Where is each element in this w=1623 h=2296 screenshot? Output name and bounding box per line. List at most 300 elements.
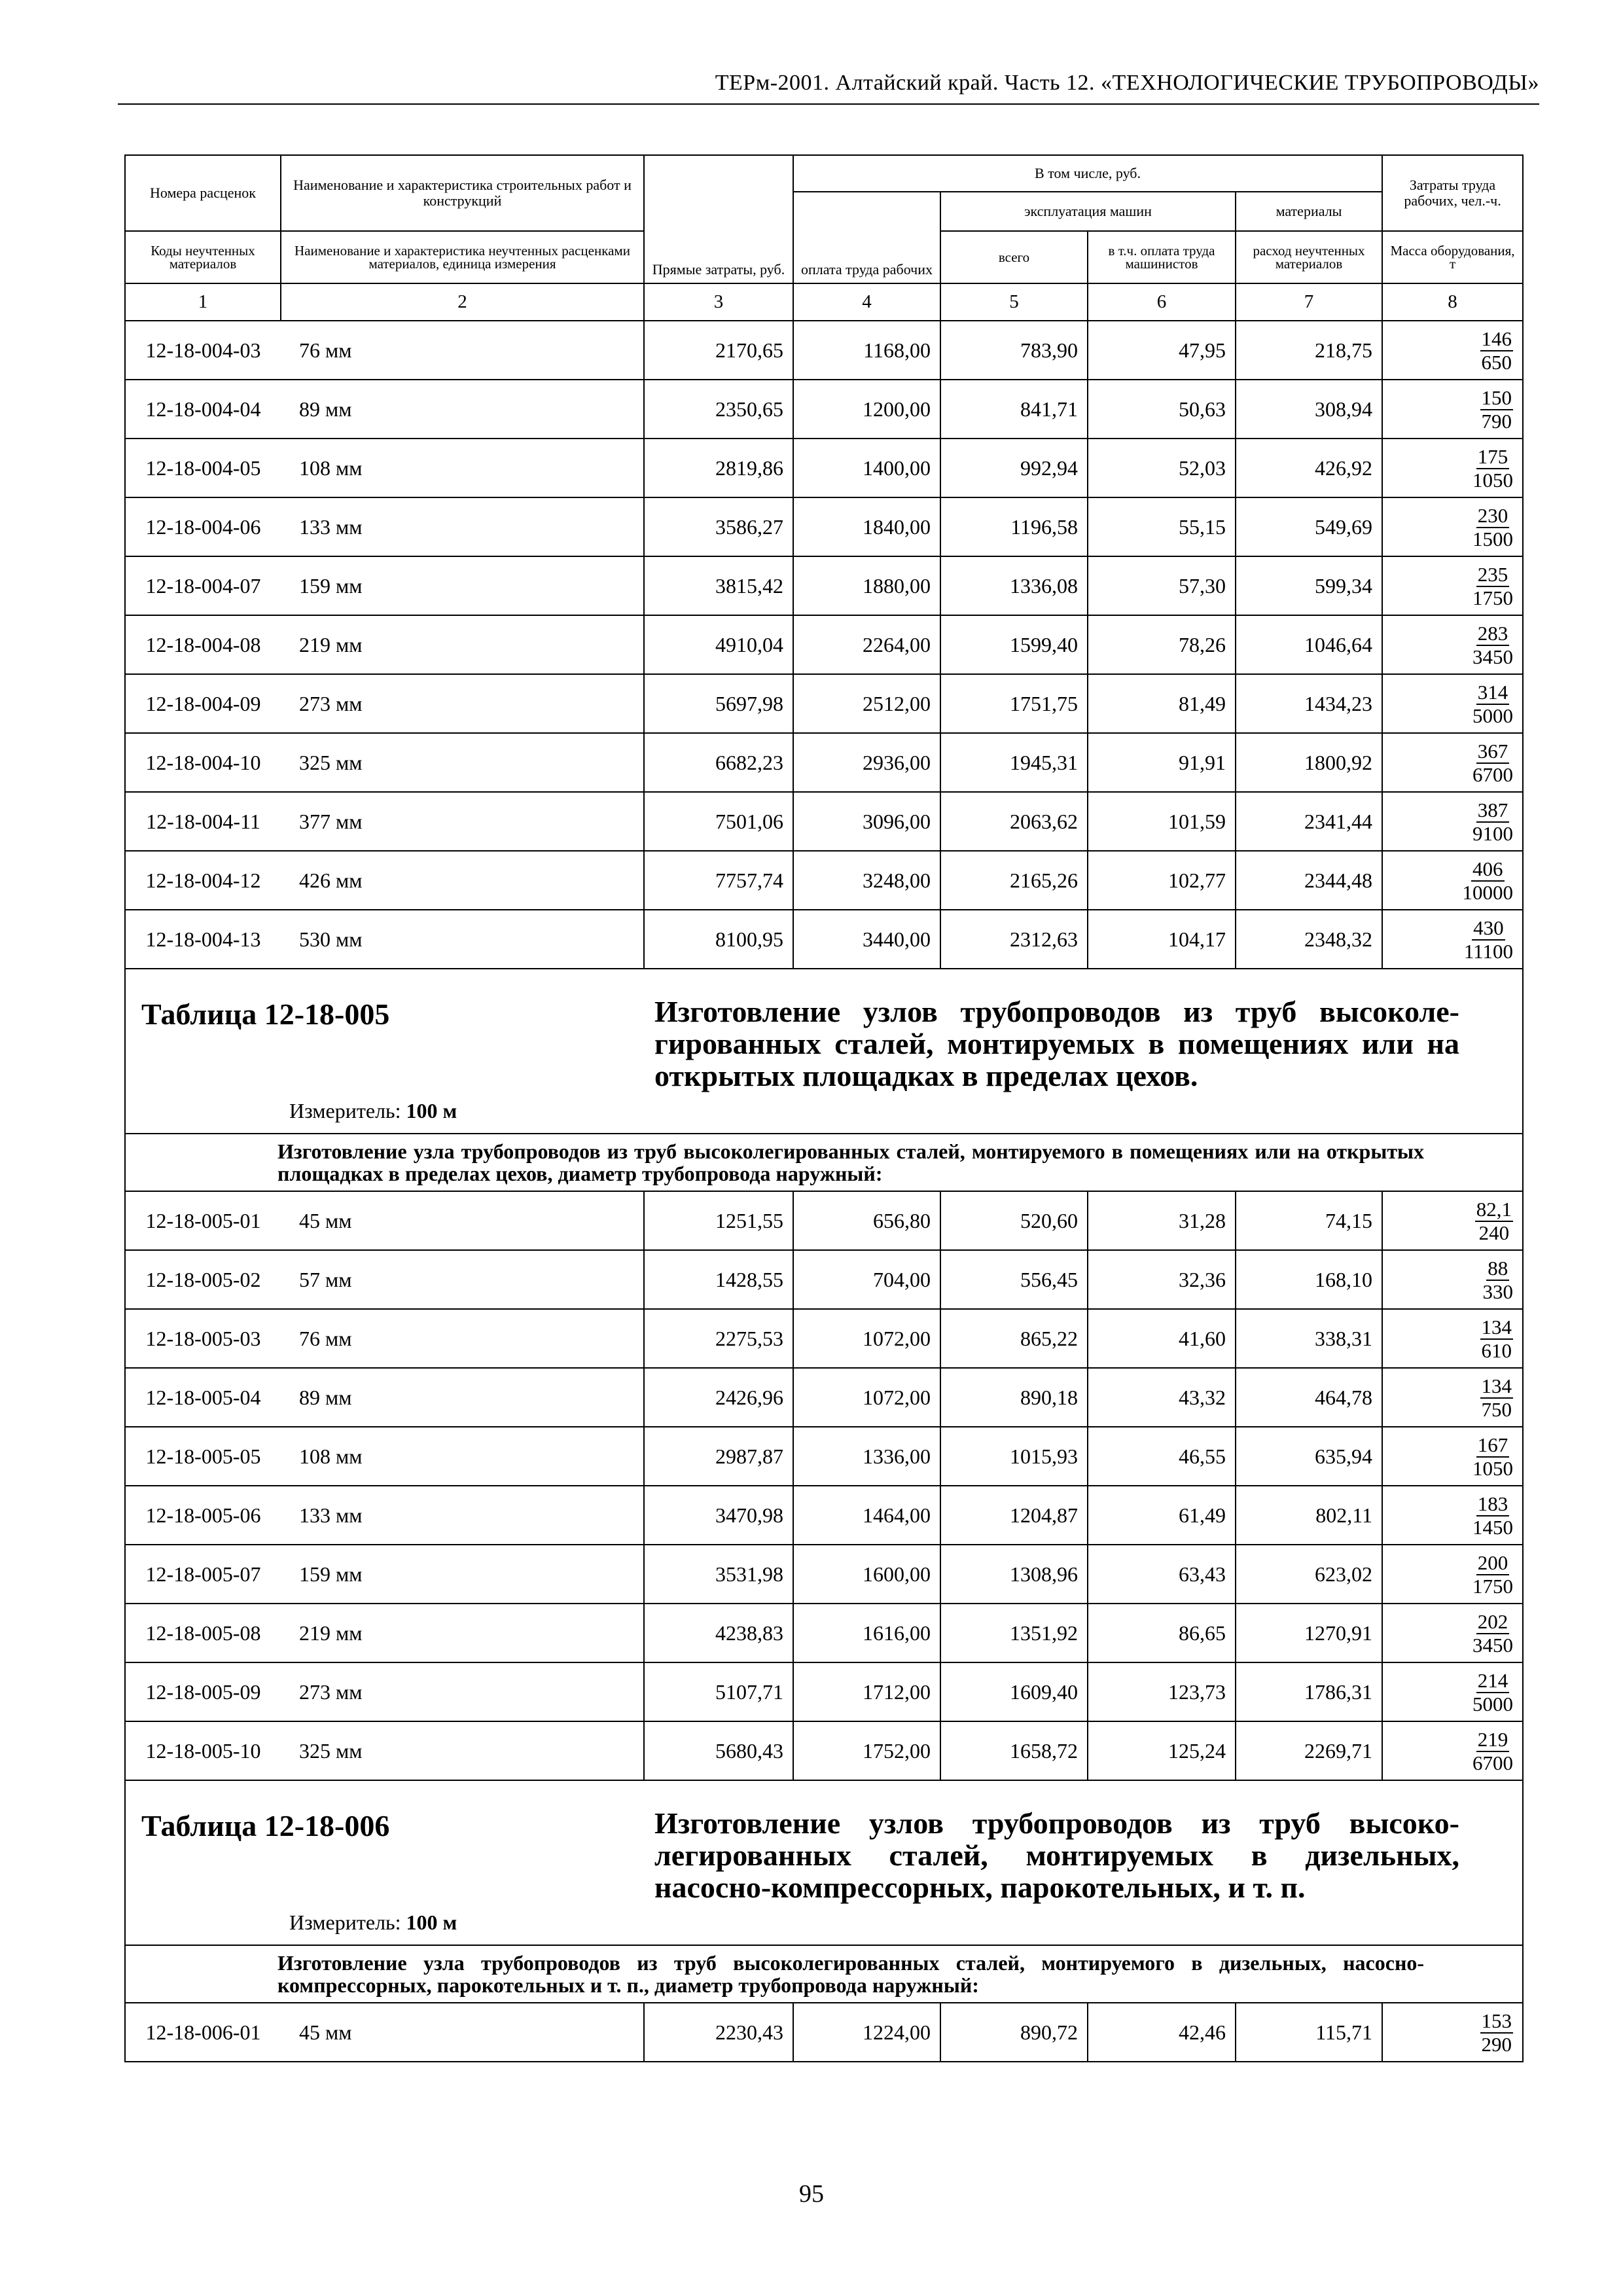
labor-hours-over-mass (1382, 733, 1523, 792)
labor-pay: 3248,00 (793, 851, 940, 910)
labor-pay: 1336,00 (793, 1427, 940, 1486)
equipment-mass: 1450 (1472, 1516, 1514, 1539)
labor-hours: 283 (1477, 622, 1508, 645)
machine-cost: 1945,31 (940, 733, 1088, 792)
labor-hours: 175 (1477, 445, 1508, 468)
labor-hours-over-mass (1382, 1721, 1523, 1780)
machine-cost: 992,94 (940, 439, 1088, 497)
col-materials-bottom: расход неучтенных материалов (1236, 231, 1382, 283)
table-row (125, 1368, 1523, 1427)
labor-hours: 146 (1481, 327, 1512, 350)
labor-pay: 1712,00 (793, 1662, 940, 1721)
col-machines-labor: в т.ч. оплата труда машинистов (1088, 231, 1236, 283)
equipment-mass: 5000 (1472, 704, 1514, 727)
equipment-mass: 9100 (1472, 822, 1514, 845)
col-direct: Прямые затраты, руб. (644, 155, 793, 283)
rate-name: 108 мм (281, 1427, 644, 1486)
table-row (125, 733, 1523, 792)
rate-name: 219 мм (281, 1604, 644, 1662)
operator-pay: 91,91 (1088, 733, 1236, 792)
machine-cost: 520,60 (940, 1191, 1088, 1250)
col-labor-cost-bottom: Масса оборудования, т (1382, 231, 1523, 283)
equipment-mass: 1750 (1472, 1575, 1514, 1598)
table-row (125, 1721, 1523, 1780)
fraction (1472, 1611, 1513, 1657)
labor-pay: 1072,00 (793, 1368, 940, 1427)
materials-cost: 2341,44 (1236, 792, 1382, 851)
machine-cost: 2063,62 (940, 792, 1088, 851)
rate-name: 108 мм (281, 439, 644, 497)
materials-cost: 115,71 (1236, 2003, 1382, 2062)
labor-hours-over-mass (1382, 851, 1523, 910)
table-12-18-005-heading (125, 969, 1523, 1134)
labor-pay: 1224,00 (793, 2003, 940, 2062)
table-row (125, 1427, 1523, 1486)
machine-cost: 1308,96 (940, 1545, 1088, 1604)
table-row (125, 792, 1523, 851)
meter-value: 100 м (406, 1910, 457, 1934)
materials-cost: 1786,31 (1236, 1662, 1382, 1721)
labor-pay: 1616,00 (793, 1604, 940, 1662)
table-row (125, 439, 1523, 497)
labor-pay: 1600,00 (793, 1545, 940, 1604)
labor-pay: 3440,00 (793, 910, 940, 969)
equipment-mass: 330 (1482, 1280, 1514, 1303)
meter (289, 1099, 457, 1123)
table-row (125, 497, 1523, 556)
table-row (125, 1604, 1523, 1662)
equipment-mass: 750 (1481, 1398, 1512, 1421)
direct-cost: 7757,74 (644, 851, 793, 910)
operator-pay: 123,73 (1088, 1662, 1236, 1721)
table-row (125, 615, 1523, 674)
table-row (125, 851, 1523, 910)
section-description: Изготовление узла трубопроводов из труб высоколегированных сталей, монтируемого в дизельных, насосно-компрессорных, парокотельных и т. п., диаметр трубопровода наружный: (125, 1945, 1523, 2003)
direct-cost: 4238,83 (644, 1604, 793, 1662)
column-number: 4 (793, 283, 940, 321)
column-number: 2 (281, 283, 644, 321)
labor-hours-over-mass (1382, 792, 1523, 851)
materials-cost: 464,78 (1236, 1368, 1382, 1427)
rate-name: 76 мм (281, 321, 644, 380)
rate-name: 57 мм (281, 1250, 644, 1309)
table-title: Изготовление узлов трубопроводов из труб высоко-легированных сталей, монтируемых в дизельных, насосно-компрессорных, парокотельных, и т. п. (654, 1806, 1459, 1904)
rate-code: 12-18-004-10 (125, 733, 281, 792)
materials-cost: 426,92 (1236, 439, 1382, 497)
labor-pay: 1072,00 (793, 1309, 940, 1368)
rate-code: 12-18-004-07 (125, 556, 281, 615)
labor-pay: 1400,00 (793, 439, 940, 497)
labor-hours: 202 (1477, 1610, 1508, 1633)
labor-pay: 1168,00 (793, 321, 940, 380)
col-machines: эксплуатация машин (940, 192, 1236, 231)
equipment-mass: 1050 (1472, 1457, 1514, 1480)
direct-cost: 8100,95 (644, 910, 793, 969)
equipment-mass: 1750 (1472, 586, 1514, 609)
labor-hours-over-mass (1382, 497, 1523, 556)
col-labor-cost-top: Затраты труда рабочих, чел.-ч. (1382, 155, 1523, 231)
materials-cost: 308,94 (1236, 380, 1382, 439)
rates-table (124, 154, 1524, 2062)
col-name-top: Наименование и характеристика строительных работ и конструкций (281, 155, 644, 231)
machine-cost: 1336,08 (940, 556, 1088, 615)
labor-hours-over-mass (1382, 1427, 1523, 1486)
materials-cost: 2348,32 (1236, 910, 1382, 969)
rate-name: 273 мм (281, 1662, 644, 1721)
operator-pay: 42,46 (1088, 2003, 1236, 2062)
rate-name: 133 мм (281, 1486, 644, 1545)
labor-pay: 1840,00 (793, 497, 940, 556)
materials-cost: 802,11 (1236, 1486, 1382, 1545)
fraction (1472, 1729, 1513, 1774)
column-number: 5 (940, 283, 1088, 321)
rate-name: 426 мм (281, 851, 644, 910)
direct-cost: 2426,96 (644, 1368, 793, 1427)
machine-cost: 2165,26 (940, 851, 1088, 910)
direct-cost: 2350,65 (644, 380, 793, 439)
meter-label: Измеритель: (289, 1910, 401, 1934)
meter-label: Измеритель: (289, 1099, 401, 1122)
direct-cost: 1251,55 (644, 1191, 793, 1250)
operator-pay: 52,03 (1088, 439, 1236, 497)
rate-code: 12-18-005-01 (125, 1191, 281, 1250)
rate-name: 133 мм (281, 497, 644, 556)
machine-cost: 1204,87 (940, 1486, 1088, 1545)
labor-hours-over-mass (1382, 1486, 1523, 1545)
labor-pay: 704,00 (793, 1250, 940, 1309)
labor-hours-over-mass (1382, 615, 1523, 674)
operator-pay: 32,36 (1088, 1250, 1236, 1309)
direct-cost: 3586,27 (644, 497, 793, 556)
direct-cost: 2987,87 (644, 1427, 793, 1486)
equipment-mass: 11100 (1463, 940, 1514, 963)
machine-cost: 2312,63 (940, 910, 1088, 969)
section-description: Изготовление узла трубопроводов из труб высоколегированных сталей, монтируемого в помещениях или на открытых площадках в пределах цехов, диаметр трубопровода наружный: (125, 1134, 1523, 1191)
rate-name: 159 мм (281, 556, 644, 615)
operator-pay: 78,26 (1088, 615, 1236, 674)
materials-cost: 599,34 (1236, 556, 1382, 615)
labor-hours: 153 (1481, 2009, 1512, 2032)
table-row (125, 910, 1523, 969)
column-number: 7 (1236, 283, 1382, 321)
labor-hours: 150 (1481, 386, 1512, 409)
direct-cost: 2170,65 (644, 321, 793, 380)
equipment-mass: 3450 (1472, 1634, 1514, 1657)
rate-code: 12-18-005-04 (125, 1368, 281, 1427)
table-row (125, 556, 1523, 615)
rate-code: 12-18-004-11 (125, 792, 281, 851)
table-row (125, 1662, 1523, 1721)
fraction (1472, 622, 1513, 668)
labor-pay: 1200,00 (793, 380, 940, 439)
labor-hours-over-mass (1382, 2003, 1523, 2062)
operator-pay: 63,43 (1088, 1545, 1236, 1604)
rate-code: 12-18-005-06 (125, 1486, 281, 1545)
rate-code: 12-18-004-12 (125, 851, 281, 910)
section-row (125, 1945, 1523, 2003)
fraction (1480, 2010, 1514, 2056)
labor-hours-over-mass (1382, 1250, 1523, 1309)
fraction (1472, 1670, 1513, 1715)
rate-code: 12-18-005-05 (125, 1427, 281, 1486)
materials-cost: 338,31 (1236, 1309, 1382, 1368)
direct-cost: 5697,98 (644, 674, 793, 733)
materials-cost: 74,15 (1236, 1191, 1382, 1250)
operator-pay: 50,63 (1088, 380, 1236, 439)
fraction (1480, 328, 1514, 374)
labor-hours: 167 (1477, 1433, 1508, 1456)
rate-code: 12-18-004-13 (125, 910, 281, 969)
labor-hours: 230 (1477, 504, 1508, 527)
header-rule (118, 103, 1539, 105)
column-number: 1 (125, 283, 281, 321)
fraction (1472, 799, 1513, 845)
col-labor: оплата труда рабочих (793, 192, 940, 283)
operator-pay: 102,77 (1088, 851, 1236, 910)
labor-hours-over-mass (1382, 674, 1523, 733)
equipment-mass: 5000 (1472, 1693, 1514, 1715)
fraction (1472, 1434, 1513, 1480)
equipment-mass: 10000 (1462, 881, 1514, 904)
materials-cost: 2344,48 (1236, 851, 1382, 910)
operator-pay: 61,49 (1088, 1486, 1236, 1545)
operator-pay: 43,32 (1088, 1368, 1236, 1427)
labor-hours-over-mass (1382, 910, 1523, 969)
operator-pay: 46,55 (1088, 1427, 1236, 1486)
rate-name: 76 мм (281, 1309, 644, 1368)
materials-cost: 623,02 (1236, 1545, 1382, 1604)
operator-pay: 125,24 (1088, 1721, 1236, 1780)
direct-cost: 7501,06 (644, 792, 793, 851)
machine-cost: 841,71 (940, 380, 1088, 439)
materials-cost: 2269,71 (1236, 1721, 1382, 1780)
machine-cost: 1196,58 (940, 497, 1088, 556)
table-number: Таблица 12-18-006 (141, 1809, 390, 1842)
direct-cost: 3531,98 (644, 1545, 793, 1604)
labor-hours: 430 (1473, 916, 1504, 939)
rate-code: 12-18-005-07 (125, 1545, 281, 1604)
rate-name: 45 мм (281, 1191, 644, 1250)
machine-cost: 865,22 (940, 1309, 1088, 1368)
labor-pay: 1464,00 (793, 1486, 940, 1545)
rate-code: 12-18-004-03 (125, 321, 281, 380)
direct-cost: 2275,53 (644, 1309, 793, 1368)
rate-code: 12-18-006-01 (125, 2003, 281, 2062)
rate-code: 12-18-004-06 (125, 497, 281, 556)
fraction (1472, 681, 1513, 727)
machine-cost: 1609,40 (940, 1662, 1088, 1721)
equipment-mass: 6700 (1472, 1751, 1514, 1774)
table-row (125, 1486, 1523, 1545)
rate-name: 273 мм (281, 674, 644, 733)
fraction (1475, 1198, 1513, 1244)
rate-name: 45 мм (281, 2003, 644, 2062)
rate-code: 12-18-004-08 (125, 615, 281, 674)
materials-cost: 1046,64 (1236, 615, 1382, 674)
labor-hours: 314 (1477, 681, 1508, 704)
col-materials-top: материалы (1236, 192, 1382, 231)
equipment-mass: 650 (1481, 351, 1512, 374)
equipment-mass: 3450 (1472, 645, 1514, 668)
labor-hours-over-mass (1382, 321, 1523, 380)
labor-hours-over-mass (1382, 1545, 1523, 1604)
labor-hours: 200 (1477, 1551, 1508, 1574)
operator-pay: 31,28 (1088, 1191, 1236, 1250)
rate-code: 12-18-004-05 (125, 439, 281, 497)
operator-pay: 41,60 (1088, 1309, 1236, 1368)
direct-cost: 2230,43 (644, 2003, 793, 2062)
direct-cost: 5107,71 (644, 1662, 793, 1721)
operator-pay: 47,95 (1088, 321, 1236, 380)
materials-cost: 1270,91 (1236, 1604, 1382, 1662)
direct-cost: 1428,55 (644, 1250, 793, 1309)
direct-cost: 5680,43 (644, 1721, 793, 1780)
machine-cost: 1351,92 (940, 1604, 1088, 1662)
labor-hours: 183 (1477, 1492, 1508, 1515)
labor-hours: 406 (1472, 857, 1503, 880)
table-title: Изготовление узлов трубопроводов из труб высоколе-гированных сталей, монтируемых в помещениях или на открытых площадках в пределах цехов. (654, 995, 1459, 1092)
labor-hours-over-mass (1382, 556, 1523, 615)
rate-name: 530 мм (281, 910, 644, 969)
rate-code: 12-18-005-09 (125, 1662, 281, 1721)
labor-hours: 134 (1481, 1374, 1512, 1397)
table-row (125, 1250, 1523, 1309)
labor-hours-over-mass (1382, 380, 1523, 439)
fraction (1480, 1375, 1514, 1421)
labor-pay: 3096,00 (793, 792, 940, 851)
materials-cost: 168,10 (1236, 1250, 1382, 1309)
labor-pay: 1752,00 (793, 1721, 940, 1780)
column-numbers-row (125, 283, 1523, 321)
table-row (125, 2003, 1523, 2062)
col-incl: В том числе, руб. (793, 155, 1382, 192)
direct-cost: 2819,86 (644, 439, 793, 497)
rate-name: 89 мм (281, 1368, 644, 1427)
machine-cost: 1599,40 (940, 615, 1088, 674)
machine-cost: 1751,75 (940, 674, 1088, 733)
rate-name: 219 мм (281, 615, 644, 674)
operator-pay: 104,17 (1088, 910, 1236, 969)
equipment-mass: 6700 (1472, 763, 1514, 786)
col-machines-total: всего (940, 231, 1088, 283)
equipment-mass: 790 (1481, 410, 1512, 433)
table-row (125, 1191, 1523, 1250)
materials-cost: 1434,23 (1236, 674, 1382, 733)
equipment-mass: 610 (1481, 1339, 1512, 1362)
table-number: Таблица 12-18-005 (141, 997, 390, 1031)
labor-hours: 367 (1477, 740, 1508, 762)
rate-code: 12-18-005-03 (125, 1309, 281, 1368)
page-number: 95 (799, 2180, 824, 2208)
rate-name: 89 мм (281, 380, 644, 439)
meter-value: 100 м (406, 1099, 457, 1122)
operator-pay: 81,49 (1088, 674, 1236, 733)
labor-hours-over-mass (1382, 1662, 1523, 1721)
labor-pay: 2264,00 (793, 615, 940, 674)
labor-hours-over-mass (1382, 1604, 1523, 1662)
col-name-bottom: Наименование и характеристика неучтенных расценками материалов, единица измерения (281, 231, 644, 283)
labor-hours: 219 (1477, 1728, 1508, 1751)
col-code-bottom: Коды неучтенных материалов (125, 231, 281, 283)
table-12-18-006-heading (125, 1780, 1523, 1945)
fraction (1472, 564, 1513, 609)
materials-cost: 549,69 (1236, 497, 1382, 556)
operator-pay: 57,30 (1088, 556, 1236, 615)
materials-cost: 218,75 (1236, 321, 1382, 380)
equipment-mass: 1050 (1472, 469, 1514, 492)
running-header: ТЕРм-2001. Алтайский край. Часть 12. «ТЕХНОЛОГИЧЕСКИЕ ТРУБОПРОВОДЫ» (715, 71, 1539, 95)
rate-name: 325 мм (281, 1721, 644, 1780)
labor-pay: 2512,00 (793, 674, 940, 733)
rate-name: 377 мм (281, 792, 644, 851)
labor-hours: 88 (1488, 1257, 1508, 1280)
labor-hours: 214 (1477, 1669, 1508, 1692)
rate-code: 12-18-005-10 (125, 1721, 281, 1780)
labor-hours: 134 (1481, 1316, 1512, 1338)
direct-cost: 3470,98 (644, 1486, 793, 1545)
section-row (125, 1134, 1523, 1191)
fraction (1480, 1316, 1514, 1362)
equipment-mass: 290 (1481, 2033, 1512, 2056)
fraction (1463, 858, 1514, 904)
labor-hours-over-mass (1382, 1191, 1523, 1250)
machine-cost: 890,18 (940, 1368, 1088, 1427)
fraction (1472, 740, 1513, 786)
column-number: 8 (1382, 283, 1523, 321)
equipment-mass: 1500 (1472, 528, 1514, 550)
col-code-top: Номера расценок (125, 155, 281, 231)
machine-cost: 556,45 (940, 1250, 1088, 1309)
direct-cost: 3815,42 (644, 556, 793, 615)
equipment-mass: 240 (1478, 1221, 1510, 1244)
table-row (125, 380, 1523, 439)
table-row (125, 321, 1523, 380)
rate-code: 12-18-004-04 (125, 380, 281, 439)
operator-pay: 101,59 (1088, 792, 1236, 851)
rate-code: 12-18-005-02 (125, 1250, 281, 1309)
materials-cost: 635,94 (1236, 1427, 1382, 1486)
column-number: 6 (1088, 283, 1236, 321)
labor-hours: 387 (1477, 798, 1508, 821)
rate-name: 325 мм (281, 733, 644, 792)
rate-code: 12-18-004-09 (125, 674, 281, 733)
machine-cost: 1658,72 (940, 1721, 1088, 1780)
rate-name: 159 мм (281, 1545, 644, 1604)
table-row (125, 674, 1523, 733)
fraction (1472, 1493, 1513, 1539)
rate-code: 12-18-005-08 (125, 1604, 281, 1662)
materials-cost: 1800,92 (1236, 733, 1382, 792)
fraction (1464, 917, 1513, 963)
machine-cost: 1015,93 (940, 1427, 1088, 1486)
labor-pay: 656,80 (793, 1191, 940, 1250)
labor-hours: 235 (1477, 563, 1508, 586)
fraction (1472, 1552, 1513, 1598)
fraction (1472, 505, 1513, 550)
table-row (125, 1545, 1523, 1604)
meter (289, 1910, 457, 1935)
fraction (1472, 446, 1513, 492)
direct-cost: 6682,23 (644, 733, 793, 792)
machine-cost: 890,72 (940, 2003, 1088, 2062)
fraction (1483, 1257, 1514, 1303)
operator-pay: 55,15 (1088, 497, 1236, 556)
labor-hours-over-mass (1382, 439, 1523, 497)
direct-cost: 4910,04 (644, 615, 793, 674)
column-number: 3 (644, 283, 793, 321)
operator-pay: 86,65 (1088, 1604, 1236, 1662)
machine-cost: 783,90 (940, 321, 1088, 380)
